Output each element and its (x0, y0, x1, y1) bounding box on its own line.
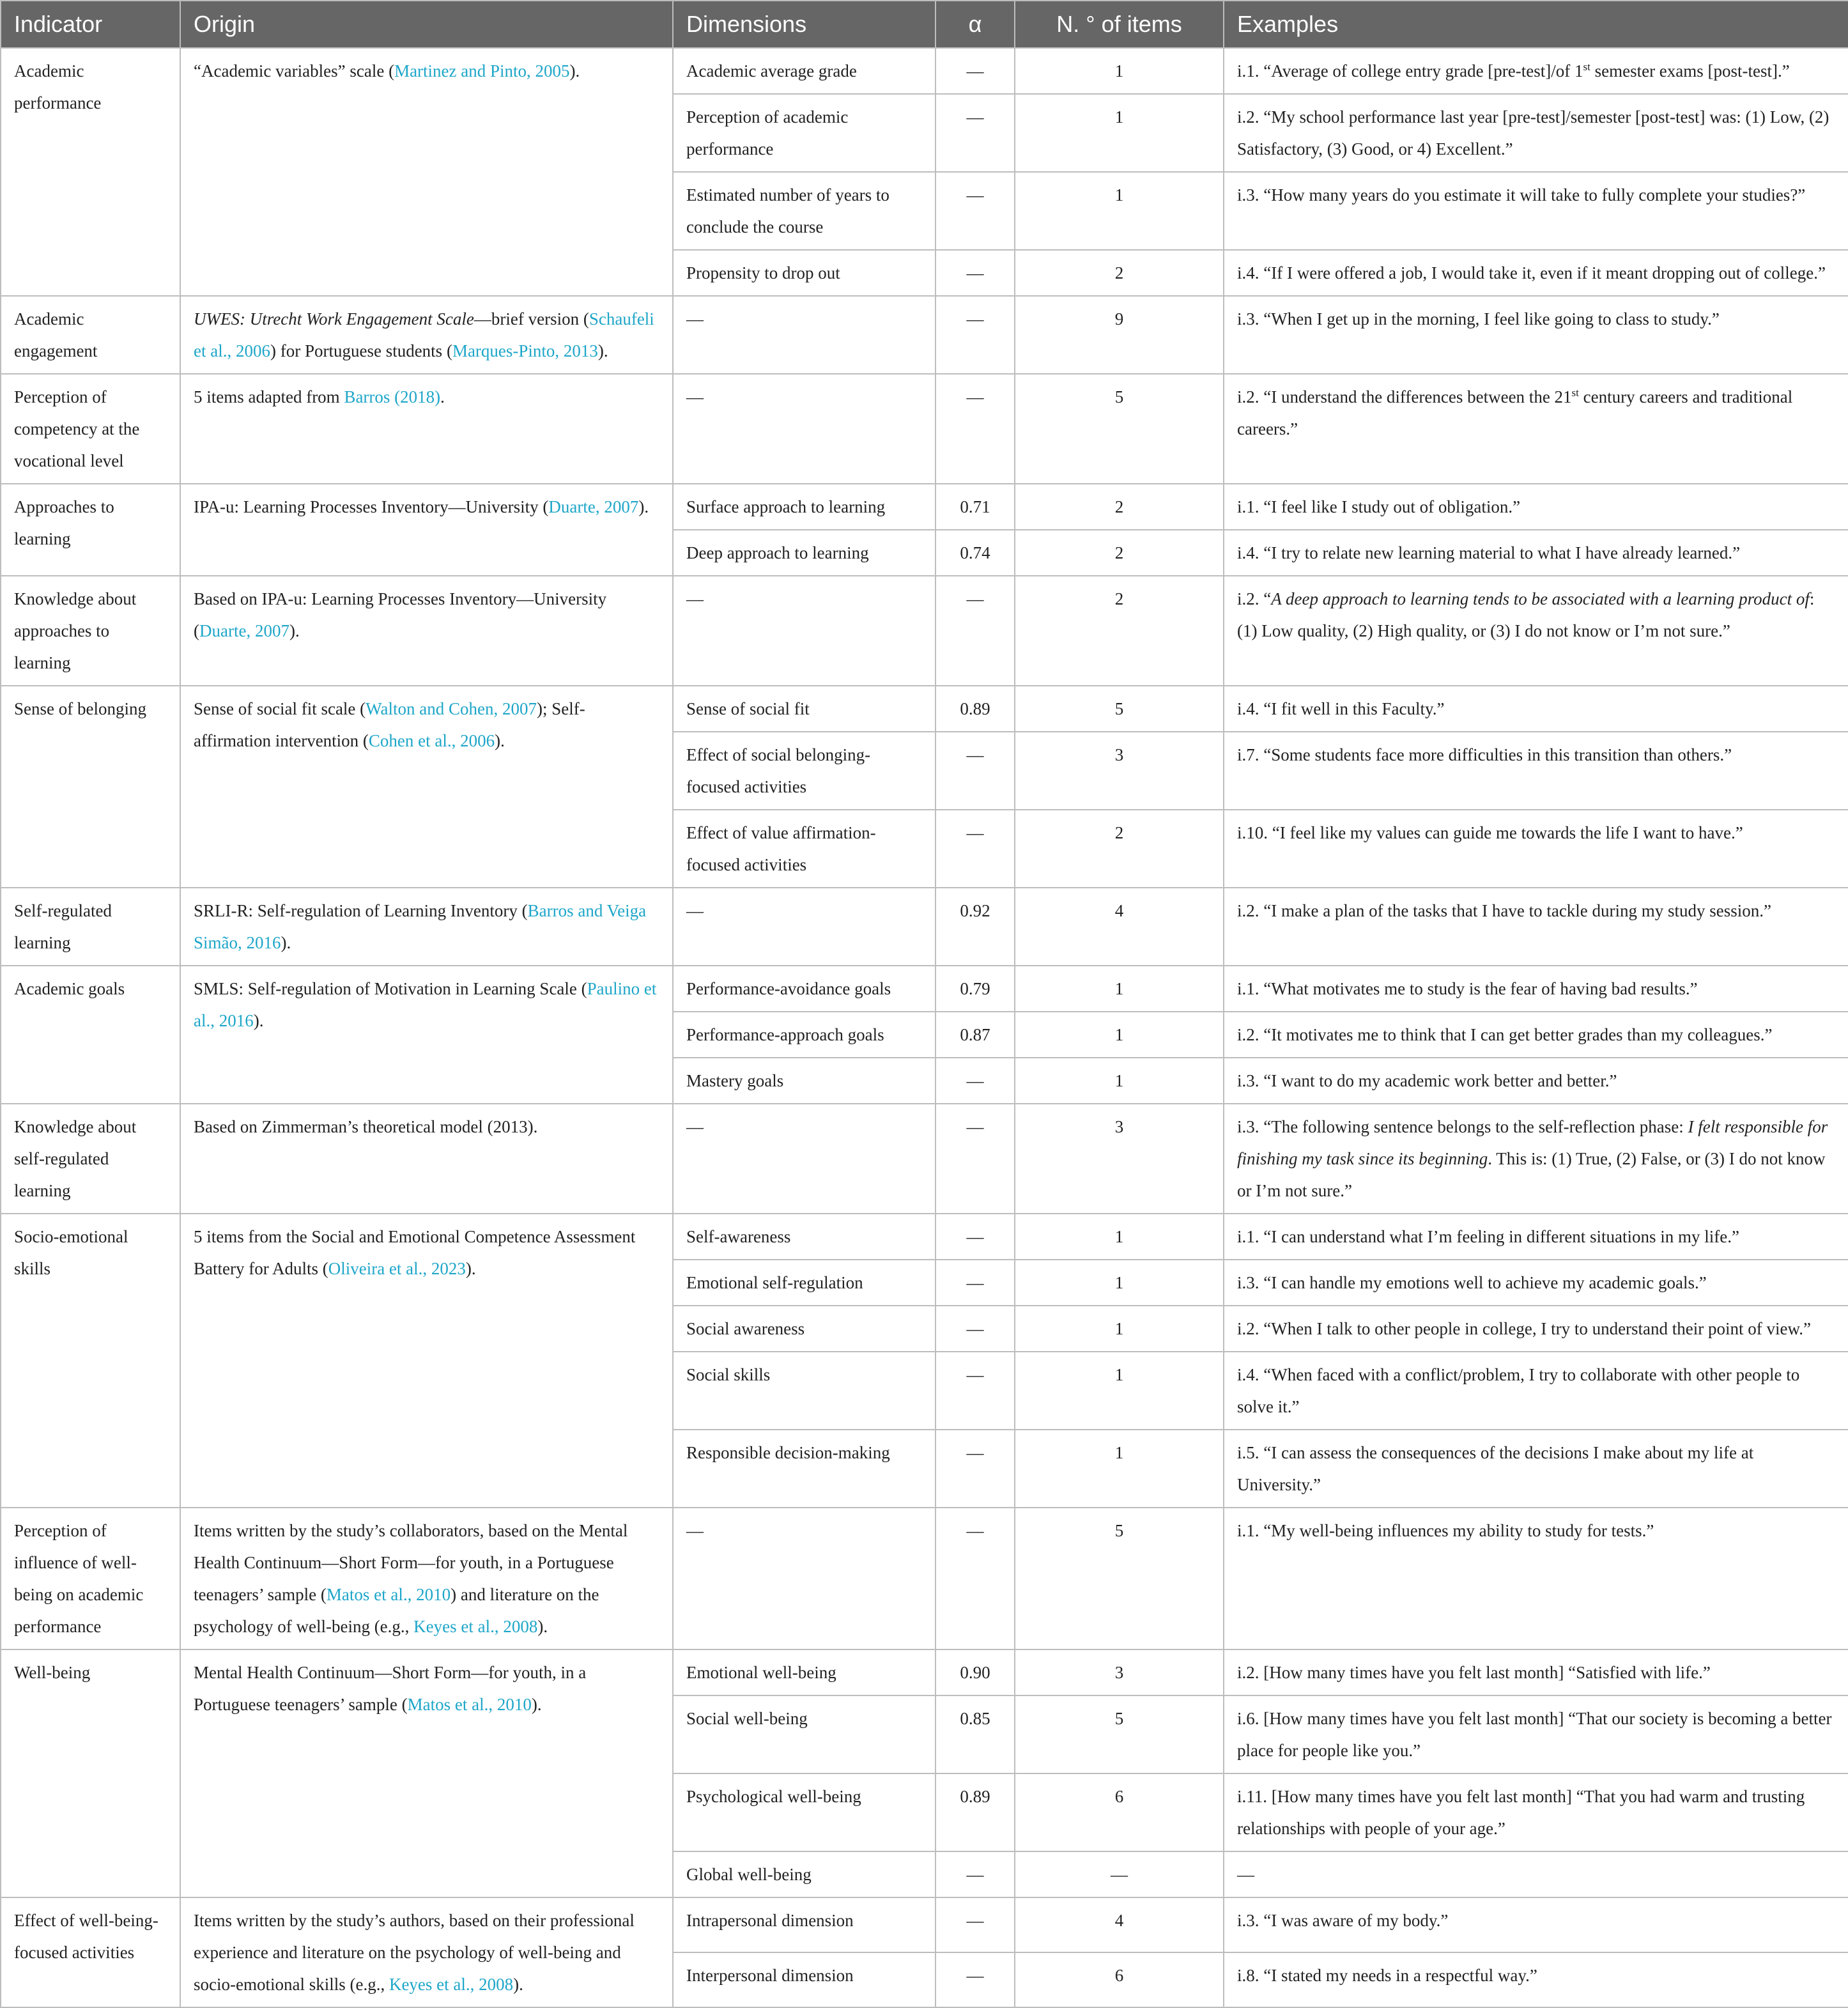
alpha-cell: 0.71 (936, 484, 1015, 530)
example-cell: i.2. [How many times have you felt last month] “Satisfied with life.” (1224, 1649, 1848, 1695)
alpha-cell: — (936, 1897, 1015, 1952)
indicator-cell: Academic goals (1, 966, 180, 1104)
origin-cell: Items written by the study’s collaborators, based on the Mental Health Continuum—Short Form—for youth, in a Portuguese teenagers’ sample (Matos et al., 2010) and literature on the psychology of well-being (e.g., Keyes et al., 2008). (180, 1508, 673, 1649)
header-indicator: Indicator (1, 1, 180, 48)
table-row (1, 1897, 1848, 1952)
items-count-cell: 3 (1015, 1104, 1224, 1214)
alpha-cell: — (936, 1508, 1015, 1649)
dimension-cell: Self-awareness (673, 1214, 936, 1260)
dimension-cell: Effect of value affirmation-focused activities (673, 810, 936, 888)
example-cell: i.3. “When I get up in the morning, I feel like going to class to study.” (1224, 296, 1848, 374)
items-count-cell: 1 (1015, 1352, 1224, 1430)
example-cell: i.5. “I can assess the consequences of the decisions I make about my life at University.” (1224, 1430, 1848, 1508)
example-cell: i.11. [How many times have you felt last month] “That you had warm and trusting relationships with people of your age.” (1224, 1773, 1848, 1851)
items-count-cell: 5 (1015, 686, 1224, 732)
table-row (1, 48, 1848, 94)
example-cell: i.2. “A deep approach to learning tends to be associated with a learning product of: (1) Low quality, (2) High quality, or (3) I do not know or I’m not sure.” (1224, 576, 1848, 686)
dimension-cell: Intrapersonal dimension (673, 1897, 936, 1952)
indicator-cell: Effect of well-being-focused activities (1, 1897, 180, 2007)
items-count-cell: 1 (1015, 172, 1224, 250)
example-cell: i.2. “I make a plan of the tasks that I have to tackle during my study session.” (1224, 888, 1848, 966)
alpha-cell: — (936, 732, 1015, 810)
items-count-cell: 2 (1015, 810, 1224, 888)
items-count-cell: 1 (1015, 48, 1224, 94)
origin-cell: UWES: Utrecht Work Engagement Scale—brief version (Schaufeli et al., 2006) for Portuguese students (Marques-Pinto, 2013). (180, 296, 673, 374)
example-cell: i.4. “When faced with a conflict/problem, I try to collaborate with other people to solve it.” (1224, 1352, 1848, 1430)
dimension-cell: — (673, 576, 936, 686)
items-count-cell: 2 (1015, 484, 1224, 530)
alpha-cell: — (936, 1306, 1015, 1352)
dimension-cell: Responsible decision-making (673, 1430, 936, 1508)
alpha-cell: — (936, 374, 1015, 484)
alpha-cell: — (936, 1058, 1015, 1104)
items-count-cell: 1 (1015, 1306, 1224, 1352)
items-count-cell: 1 (1015, 94, 1224, 172)
reference-link[interactable]: Matos et al., 2010 (407, 1695, 532, 1714)
reference-link[interactable]: Matos et al., 2010 (326, 1585, 451, 1604)
header-alpha: α (936, 1, 1015, 48)
alpha-cell: — (936, 172, 1015, 250)
alpha-cell: — (936, 1430, 1015, 1508)
items-count-cell: 1 (1015, 1430, 1224, 1508)
origin-cell: Based on Zimmerman’s theoretical model (2013). (180, 1104, 673, 1214)
example-cell: i.2. “When I talk to other people in college, I try to understand their point of view.” (1224, 1306, 1848, 1352)
origin-cell: Based on IPA-u: Learning Processes Inventory—University (Duarte, 2007). (180, 576, 673, 686)
alpha-cell: — (936, 1352, 1015, 1430)
table-row (1, 484, 1848, 530)
dimension-cell: Interpersonal dimension (673, 1952, 936, 2007)
items-count-cell: 3 (1015, 732, 1224, 810)
example-cell: i.4. “I try to relate new learning material to what I have already learned.” (1224, 530, 1848, 576)
items-count-cell: 5 (1015, 1695, 1224, 1773)
example-cell: i.1. “I feel like I study out of obligation.” (1224, 484, 1848, 530)
header-row (1, 1, 1848, 48)
dimension-cell: Emotional self-regulation (673, 1260, 936, 1306)
items-count-cell: 2 (1015, 250, 1224, 296)
dimension-cell: — (673, 374, 936, 484)
reference-link[interactable]: Keyes et al., 2008 (389, 1975, 514, 1994)
items-count-cell: 1 (1015, 1214, 1224, 1260)
example-cell: i.6. [How many times have you felt last month] “That our society is becoming a better place for people like you.” (1224, 1695, 1848, 1773)
origin-cell: 5 items from the Social and Emotional Competence Assessment Battery for Adults (Oliveira et al., 2023). (180, 1214, 673, 1508)
reference-link[interactable]: Paulino et al., 2016 (194, 979, 657, 1030)
reference-link[interactable]: Martinez and Pinto, 2005 (394, 61, 570, 81)
items-count-cell: — (1015, 1851, 1224, 1897)
alpha-cell: 0.74 (936, 530, 1015, 576)
reference-link[interactable]: Cohen et al., 2006 (368, 731, 495, 750)
dimension-cell: Psychological well-being (673, 1773, 936, 1851)
alpha-cell: — (936, 1214, 1015, 1260)
dimension-cell: Sense of social fit (673, 686, 936, 732)
table-row (1, 576, 1848, 686)
dimension-cell: Academic average grade (673, 48, 936, 94)
items-count-cell: 3 (1015, 1649, 1224, 1695)
header-dimensions: Dimensions (673, 1, 936, 48)
table-row (1, 1649, 1848, 1695)
example-cell: i.2. “I understand the differences between the 21st century careers and traditional careers.” (1224, 374, 1848, 484)
reference-link[interactable]: Keyes et al., 2008 (413, 1617, 538, 1636)
dimension-cell: Social skills (673, 1352, 936, 1430)
reference-link[interactable]: Marques-Pinto, 2013 (452, 341, 598, 360)
example-cell: i.1. “What motivates me to study is the fear of having bad results.” (1224, 966, 1848, 1012)
example-cell: i.2. “My school performance last year [pre-test]/semester [post-test] was: (1) Low, (2) Satisfactory, (3) Good, or 4) Excellent.” (1224, 94, 1848, 172)
dimension-cell: Mastery goals (673, 1058, 936, 1104)
header-examples: Examples (1224, 1, 1848, 48)
dimension-cell: Estimated number of years to conclude the course (673, 172, 936, 250)
example-cell: i.10. “I feel like my values can guide me towards the life I want to have.” (1224, 810, 1848, 888)
items-count-cell: 9 (1015, 296, 1224, 374)
dimension-cell: Social well-being (673, 1695, 936, 1773)
reference-link[interactable]: Barros and Veiga Simão, 2016 (194, 901, 647, 952)
reference-link[interactable]: Duarte, 2007 (199, 621, 289, 640)
table-row (1, 1508, 1848, 1649)
origin-cell: SMLS: Self-regulation of Motivation in Learning Scale (Paulino et al., 2016). (180, 966, 673, 1104)
alpha-cell: — (936, 810, 1015, 888)
alpha-cell: 0.85 (936, 1695, 1015, 1773)
alpha-cell: — (936, 1260, 1015, 1306)
dimension-cell: Effect of social belonging-focused activities (673, 732, 936, 810)
items-count-cell: 6 (1015, 1773, 1224, 1851)
items-count-cell: 1 (1015, 966, 1224, 1012)
items-count-cell: 5 (1015, 374, 1224, 484)
alpha-cell: — (936, 94, 1015, 172)
example-cell: i.4. “If I were offered a job, I would take it, even if it meant dropping out of college.” (1224, 250, 1848, 296)
alpha-cell: — (936, 48, 1015, 94)
dimension-cell: — (673, 296, 936, 374)
table-row (1, 374, 1848, 484)
dimension-cell: Emotional well-being (673, 1649, 936, 1695)
origin-cell: Mental Health Continuum—Short Form—for youth, in a Portuguese teenagers’ sample (Matos et al., 2010). (180, 1649, 673, 1897)
reference-link[interactable]: Duarte, 2007 (548, 497, 639, 516)
example-cell: i.4. “I fit well in this Faculty.” (1224, 686, 1848, 732)
items-count-cell: 4 (1015, 888, 1224, 966)
example-cell: i.8. “I stated my needs in a respectful way.” (1224, 1952, 1848, 2007)
alpha-cell: — (936, 576, 1015, 686)
indicator-cell: Sense of belonging (1, 686, 180, 888)
reference-link[interactable]: Schaufeli et al., 2006 (194, 309, 654, 360)
alpha-cell: 0.79 (936, 966, 1015, 1012)
alpha-cell: 0.89 (936, 686, 1015, 732)
dimension-cell: Social awareness (673, 1306, 936, 1352)
example-cell: — (1224, 1851, 1848, 1897)
dimension-cell: Propensity to drop out (673, 250, 936, 296)
header-items: N. ° of items (1015, 1, 1224, 48)
origin-cell: Sense of social fit scale (Walton and Cohen, 2007); Self-affirmation intervention (Cohen et al., 2006). (180, 686, 673, 888)
example-cell: i.2. “It motivates me to think that I can get better grades than my colleagues.” (1224, 1012, 1848, 1058)
origin-cell: 5 items adapted from Barros (2018). (180, 374, 673, 484)
alpha-cell: 0.90 (936, 1649, 1015, 1695)
origin-cell: Items written by the study’s authors, based on their professional experience and literature on the psychology of well-being and socio-emotional skills (e.g., Keyes et al., 2008). (180, 1897, 673, 2007)
dimension-cell: Perception of academic performance (673, 94, 936, 172)
reference-link[interactable]: Walton and Cohen, 2007 (366, 699, 537, 718)
indicator-cell: Self-regulated learning (1, 888, 180, 966)
dimension-cell: Performance-approach goals (673, 1012, 936, 1058)
items-count-cell: 1 (1015, 1012, 1224, 1058)
table-row (1, 888, 1848, 966)
example-cell: i.3. “I want to do my academic work better and better.” (1224, 1058, 1848, 1104)
dimension-cell: Surface approach to learning (673, 484, 936, 530)
table-row (1, 686, 1848, 732)
indicator-cell: Perception of competency at the vocational level (1, 374, 180, 484)
indicator-cell: Perception of influence of well-being on academic performance (1, 1508, 180, 1649)
reference-link[interactable]: Barros (2018) (344, 387, 441, 406)
example-cell: i.1. “My well-being influences my ability to study for tests.” (1224, 1508, 1848, 1649)
header-origin: Origin (180, 1, 673, 48)
table-row (1, 1214, 1848, 1260)
alpha-cell: — (936, 1851, 1015, 1897)
example-cell: i.1. “I can understand what I’m feeling in different situations in my life.” (1224, 1214, 1848, 1260)
table-row (1, 966, 1848, 1012)
items-count-cell: 4 (1015, 1897, 1224, 1952)
example-cell: i.3. “I was aware of my body.” (1224, 1897, 1848, 1952)
alpha-cell: 0.92 (936, 888, 1015, 966)
items-count-cell: 2 (1015, 530, 1224, 576)
dimension-cell: — (673, 888, 936, 966)
indicator-cell: Academic performance (1, 48, 180, 296)
dimension-cell: — (673, 1508, 936, 1649)
reference-link[interactable]: Oliveira et al., 2023 (328, 1259, 466, 1278)
indicator-cell: Socio-emotional skills (1, 1214, 180, 1508)
table-row (1, 1104, 1848, 1214)
indicator-cell: Knowledge about self-regulated learning (1, 1104, 180, 1214)
alpha-cell: — (936, 296, 1015, 374)
dimension-cell: — (673, 1104, 936, 1214)
indicator-cell: Approaches to learning (1, 484, 180, 576)
example-cell: i.3. “The following sentence belongs to the self-reflection phase: I felt responsible for finishing my task since its beginning. This is: (1) True, (2) False, or (3) I do not know or I’m not sure.” (1224, 1104, 1848, 1214)
items-count-cell: 1 (1015, 1260, 1224, 1306)
indicator-cell: Academic engagement (1, 296, 180, 374)
example-cell: i.3. “How many years do you estimate it will take to fully complete your studies?” (1224, 172, 1848, 250)
example-cell: i.7. “Some students face more difficulties in this transition than others.” (1224, 732, 1848, 810)
indicator-cell: Well-being (1, 1649, 180, 1897)
origin-cell: SRLI-R: Self-regulation of Learning Inventory (Barros and Veiga Simão, 2016). (180, 888, 673, 966)
items-count-cell: 6 (1015, 1952, 1224, 2007)
dimension-cell: Deep approach to learning (673, 530, 936, 576)
alpha-cell: 0.89 (936, 1773, 1015, 1851)
alpha-cell: — (936, 1104, 1015, 1214)
indicator-cell: Knowledge about approaches to learning (1, 576, 180, 686)
items-count-cell: 2 (1015, 576, 1224, 686)
dimension-cell: Performance-avoidance goals (673, 966, 936, 1012)
alpha-cell: 0.87 (936, 1012, 1015, 1058)
dimension-cell: Global well-being (673, 1851, 936, 1897)
example-cell: i.3. “I can handle my emotions well to achieve my academic goals.” (1224, 1260, 1848, 1306)
items-count-cell: 1 (1015, 1058, 1224, 1104)
table-row (1, 296, 1848, 374)
example-cell: i.1. “Average of college entry grade [pre-test]/of 1st semester exams [post-test].” (1224, 48, 1848, 94)
alpha-cell: — (936, 1952, 1015, 2007)
origin-cell: IPA-u: Learning Processes Inventory—University (Duarte, 2007). (180, 484, 673, 576)
origin-cell: “Academic variables” scale (Martinez and Pinto, 2005). (180, 48, 673, 296)
items-count-cell: 5 (1015, 1508, 1224, 1649)
alpha-cell: — (936, 250, 1015, 296)
